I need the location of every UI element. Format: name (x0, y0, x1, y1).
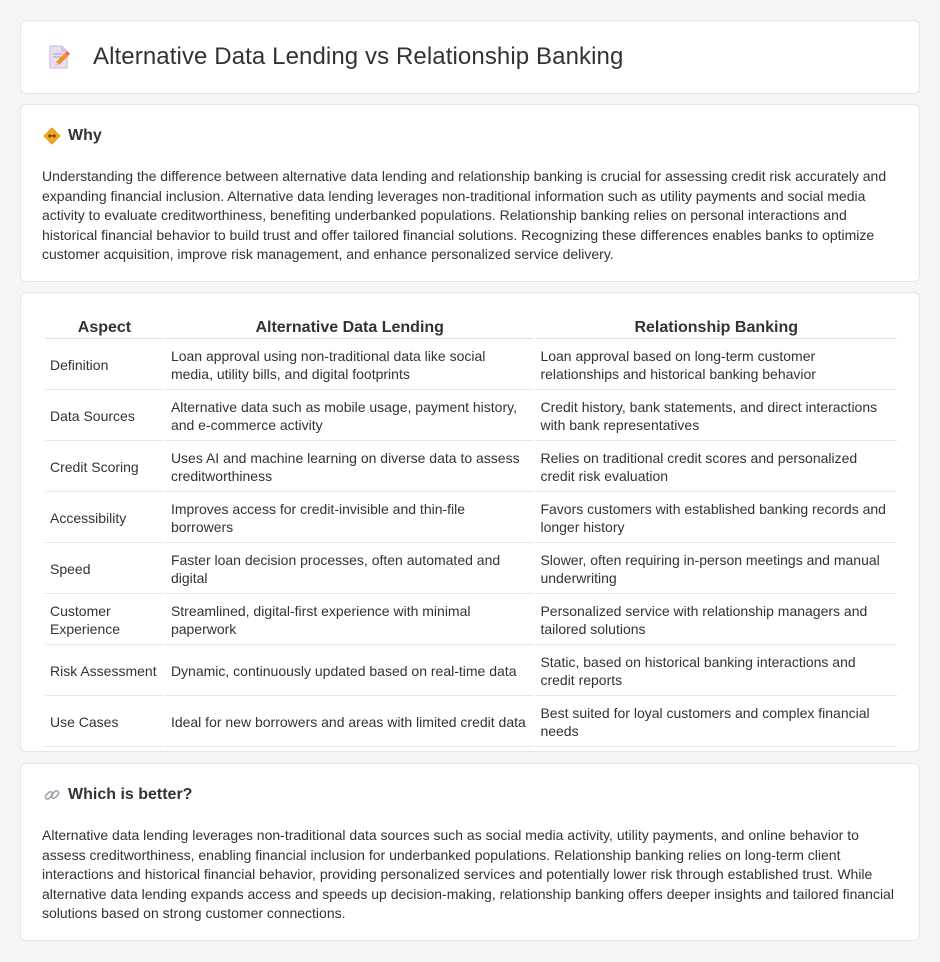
document-pencil-icon (45, 43, 73, 71)
relationship-cell: Slower, often requiring in-person meetings and manual underwriting (535, 545, 897, 594)
why-heading (43, 127, 102, 145)
title-card (20, 20, 920, 94)
table-row (45, 494, 897, 543)
relationship-cell: Relies on traditional credit scores and personalized credit risk evaluation (535, 443, 897, 492)
which-is-better-section (20, 763, 920, 941)
table-row (45, 392, 897, 441)
relationship-cell: Favors customers with established banking records and longer history (535, 494, 897, 543)
table-row (45, 443, 897, 492)
alternative-cell: Alternative data such as mobile usage, payment history, and e-commerce activity (166, 392, 534, 441)
aspect-cell: Accessibility (45, 494, 164, 543)
relationship-cell: Credit history, bank statements, and direct interactions with bank representatives (535, 392, 897, 441)
better-heading (43, 786, 192, 804)
alternative-cell: Ideal for new borrowers and areas with limited credit data (166, 698, 534, 747)
alternative-cell: Dynamic, continuously updated based on real-time data (166, 647, 534, 696)
alternative-cell: Improves access for credit-invisible and thin-file borrowers (166, 494, 534, 543)
table-header-row (45, 317, 897, 339)
why-text: Understanding the difference between alternative data lending and relationship banking is crucial for assessing credit risk accurately and expanding financial inclusion. Alternative data lending leverages non-traditional information such as utility payments and social media activity to evaluate creditworthiness, benefiting underbanked populations. Relationship banking relies on personal interactions and historical financial behavior to build trust and offer tailored financial solutions. Recognizing these differences enables banks to optimize customer acquisition, improve risk management, and enhance personalized service delivery. (42, 168, 887, 263)
alternative-cell: Faster loan decision processes, often automated and digital (166, 545, 534, 594)
title-row (45, 43, 623, 71)
relationship-cell: Static, based on historical banking interactions and credit reports (535, 647, 897, 696)
aspect-cell: Data Sources (45, 392, 164, 441)
road-sign-icon (43, 127, 61, 145)
relationship-cell: Best suited for loyal customers and complex financial needs (535, 698, 897, 747)
why-title: Why (68, 127, 102, 144)
comparison-section (20, 292, 920, 752)
table-row (45, 698, 897, 747)
better-text: Alternative data lending leverages non-traditional data sources such as social media activity, utility payments, and online behavior to assess creditworthiness, enabling financial inclusion for underbanked populations. Relationship banking relies on long-term client interactions and historical financial behavior, providing personalized services and potentially lower risk through established trust. While alternative data lending expands access and speeds up decision-making, relationship banking offers deeper insights and tailored financial solutions based on strong customer connections. (42, 827, 894, 922)
relationship-cell: Loan approval based on long-term customer relationships and historical banking behavior (535, 341, 897, 390)
table-row (45, 596, 897, 645)
alternative-cell: Uses AI and machine learning on diverse data to assess creditworthiness (166, 443, 534, 492)
aspect-cell: Use Cases (45, 698, 164, 747)
column-header-relationship-banking: Relationship Banking (535, 317, 897, 339)
relationship-cell: Personalized service with relationship managers and tailored solutions (535, 596, 897, 645)
table-row (45, 545, 897, 594)
aspect-cell: Customer Experience (45, 596, 164, 645)
aspect-cell: Definition (45, 341, 164, 390)
column-header-aspect: Aspect (45, 317, 164, 339)
table-row (45, 647, 897, 696)
comparison-table (43, 315, 899, 749)
link-icon (43, 786, 61, 804)
page-title: Alternative Data Lending vs Relationship Banking (93, 43, 624, 70)
better-title: Which is better? (68, 786, 193, 803)
aspect-cell: Risk Assessment (45, 647, 164, 696)
aspect-cell: Credit Scoring (45, 443, 164, 492)
alternative-cell: Streamlined, digital-first experience with minimal paperwork (166, 596, 534, 645)
column-header-alternative-data-lending: Alternative Data Lending (166, 317, 534, 339)
alternative-cell: Loan approval using non-traditional data like social media, utility bills, and digital footprints (166, 341, 534, 390)
aspect-cell: Speed (45, 545, 164, 594)
why-section (20, 104, 920, 282)
table-row (45, 341, 897, 390)
